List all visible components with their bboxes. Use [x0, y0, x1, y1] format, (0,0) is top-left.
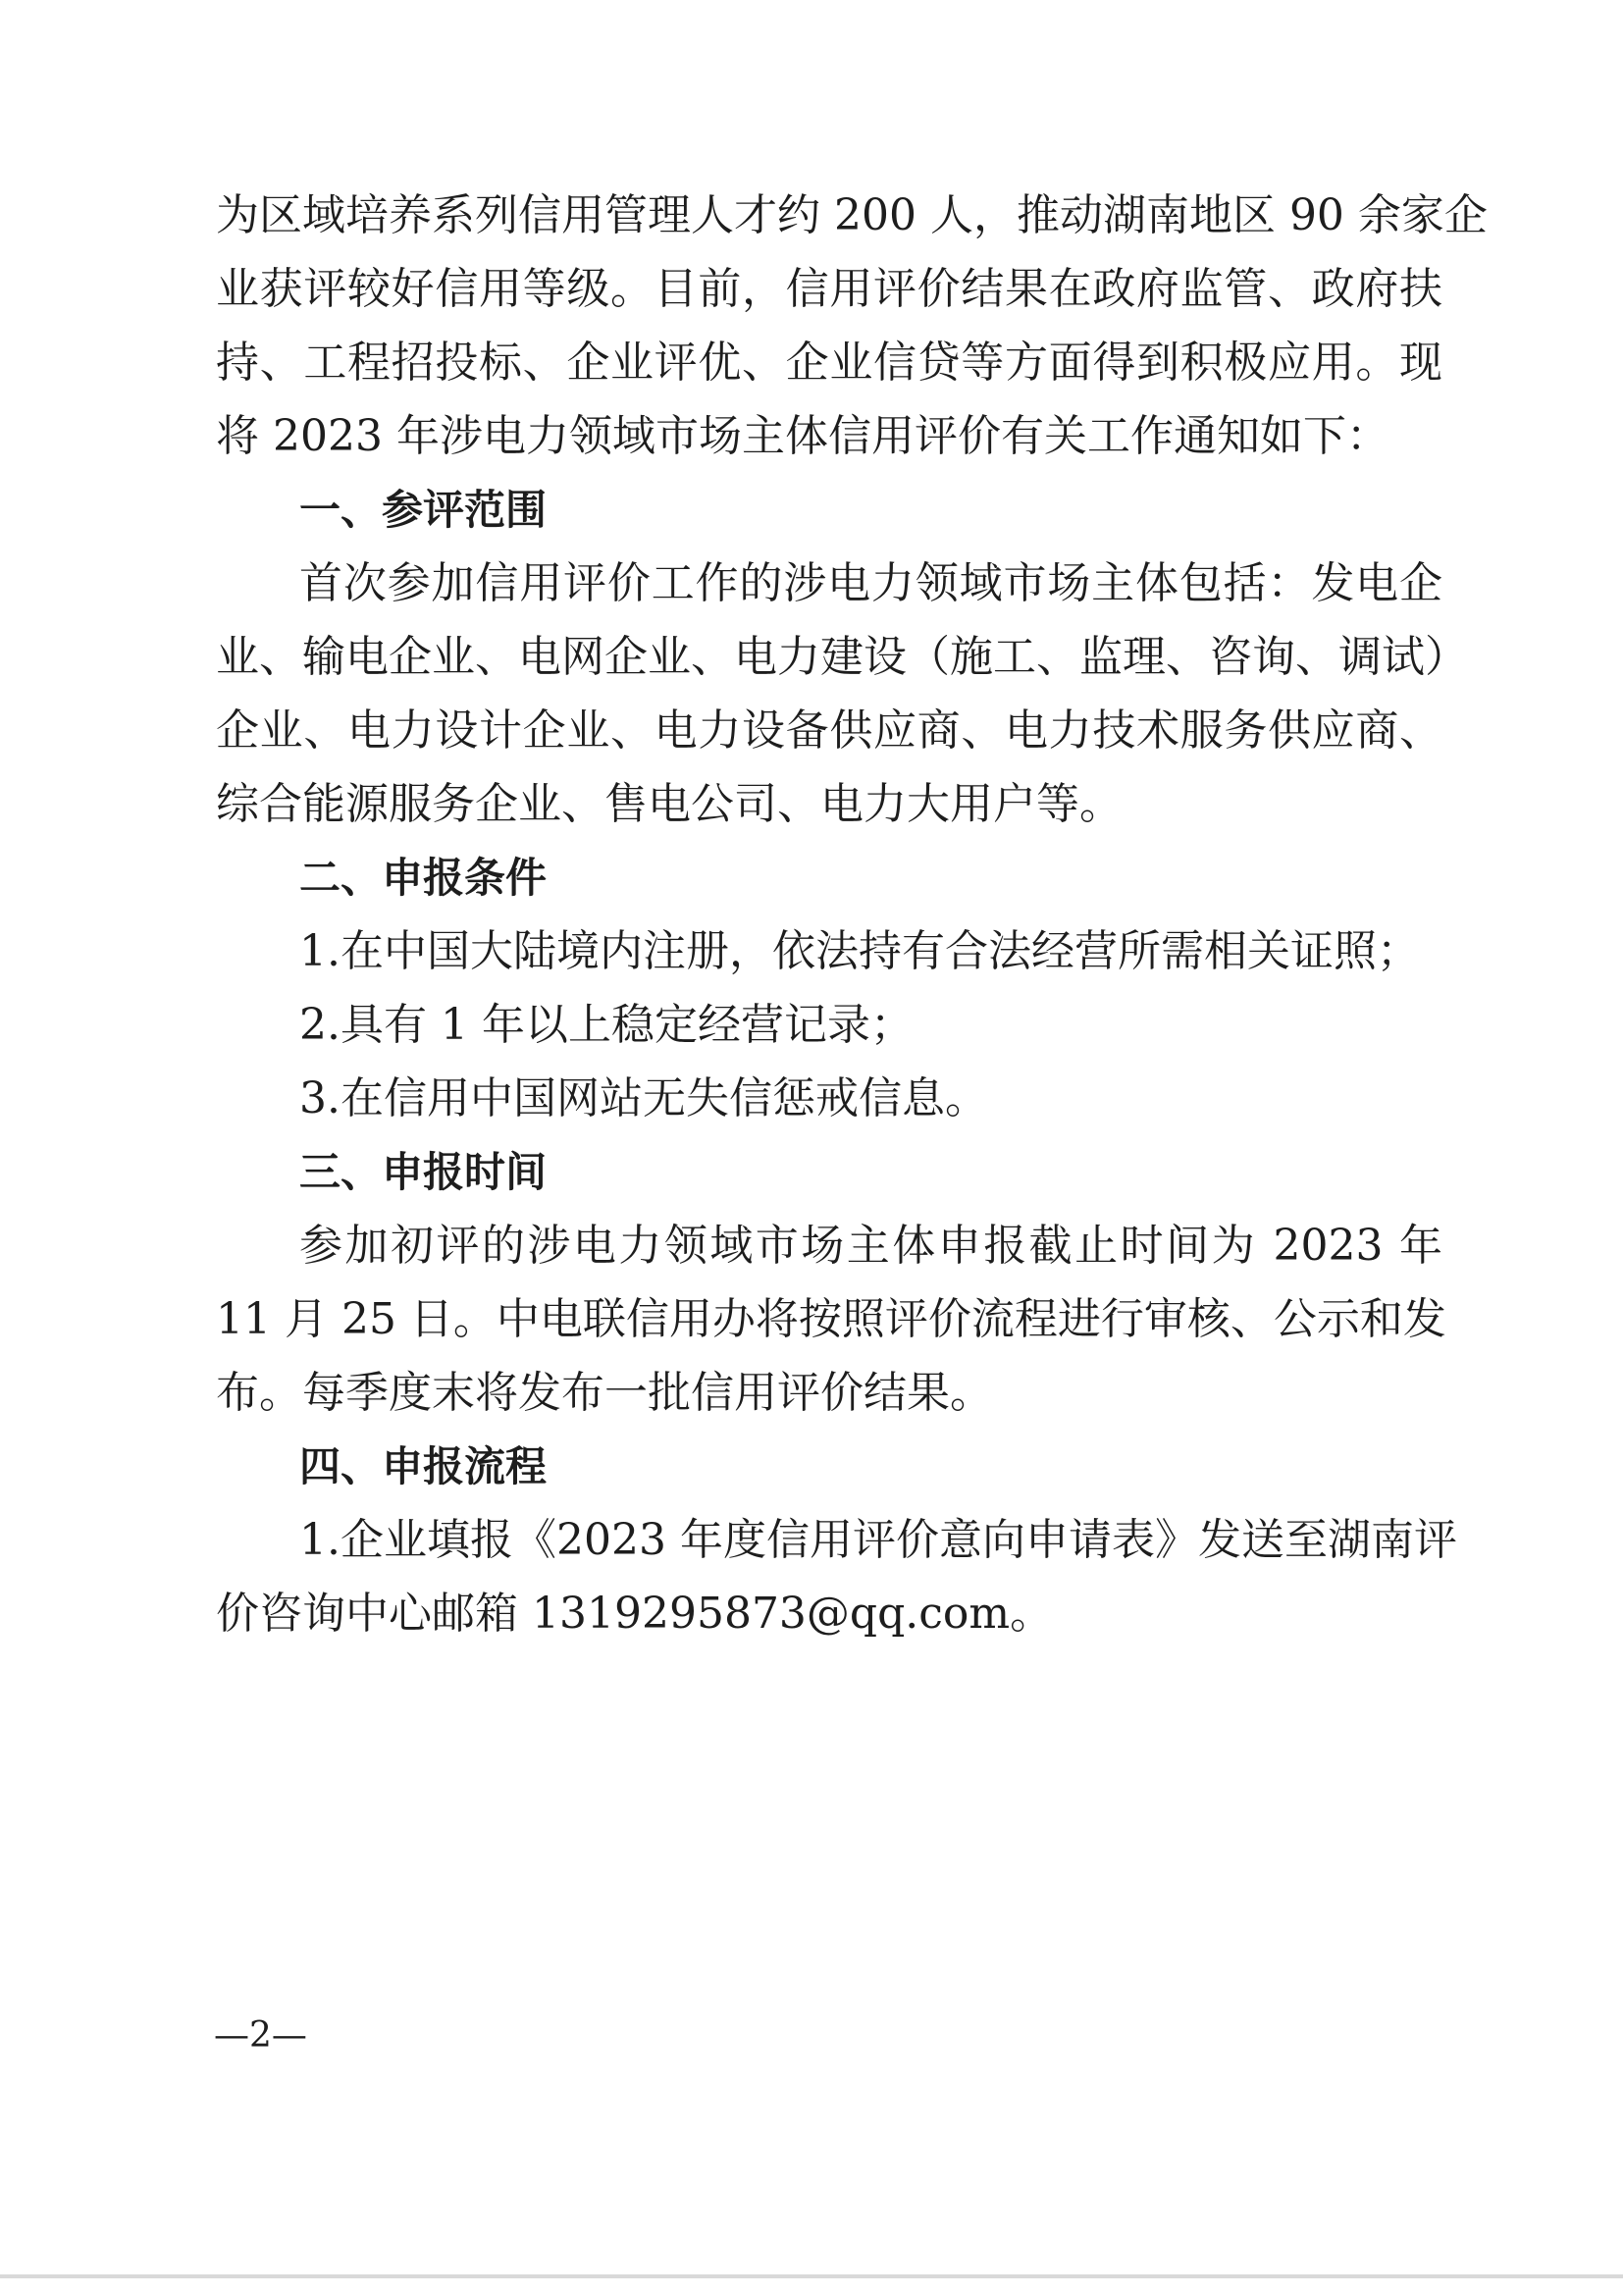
- section-heading-conditions: 二、申报条件: [299, 854, 548, 902]
- body-text-line: 业获评较好信用等级。目前，信用评价结果在政府监管、政府扶: [216, 264, 1442, 314]
- section-heading-process: 四、申报流程: [299, 1442, 548, 1490]
- body-text-line: 价咨询中心邮箱 1319295873@qq.com。: [216, 1589, 1054, 1639]
- body-text-line: 首次参加信用评价工作的涉电力领域市场主体包括：发电企: [299, 558, 1442, 608]
- list-item: 3.在信用中国网站无失信惩戒信息。: [299, 1073, 988, 1123]
- body-text-line: 为区域培养系列信用管理人才约 200 人，推动湖南地区 90 余家企: [216, 190, 1488, 240]
- body-text-line: 1.企业填报《2023 年度信用评价意向申请表》发送至湖南评: [299, 1515, 1457, 1565]
- body-text-line: 将 2023 年涉电力领域市场主体信用评价有关工作通知如下：: [216, 411, 1389, 461]
- page-number: —2—: [214, 2015, 307, 2056]
- scan-edge-divider: [0, 2274, 1623, 2278]
- body-text-line: 布。每季度末将发布一批信用评价结果。: [216, 1368, 993, 1418]
- body-text-line: 业、输电企业、电网企业、电力建设（施工、监理、咨询、调试）: [216, 632, 1468, 682]
- list-item: 2.具有 1 年以上稳定经营记录；: [299, 1000, 914, 1050]
- section-heading-scope: 一、参评范围: [299, 486, 548, 534]
- list-item: 1.在中国大陆境内注册，依法持有合法经营所需相关证照；: [299, 926, 1420, 976]
- body-text-line: 参加初评的涉电力领域市场主体申报截止时间为 2023 年: [299, 1221, 1442, 1271]
- body-text-line: 11 月 25 日。中电联信用办将按照评价流程进行审核、公示和发: [216, 1294, 1446, 1344]
- body-text-line: 综合能源服务企业、售电公司、电力大用户等。: [216, 779, 1123, 829]
- body-text-line: 企业、电力设计企业、电力设备供应商、电力技术服务供应商、: [216, 705, 1442, 756]
- section-heading-deadline: 三、申报时间: [299, 1148, 548, 1196]
- body-text-line: 持、工程招投标、企业评优、企业信贷等方面得到积极应用。现: [216, 338, 1442, 388]
